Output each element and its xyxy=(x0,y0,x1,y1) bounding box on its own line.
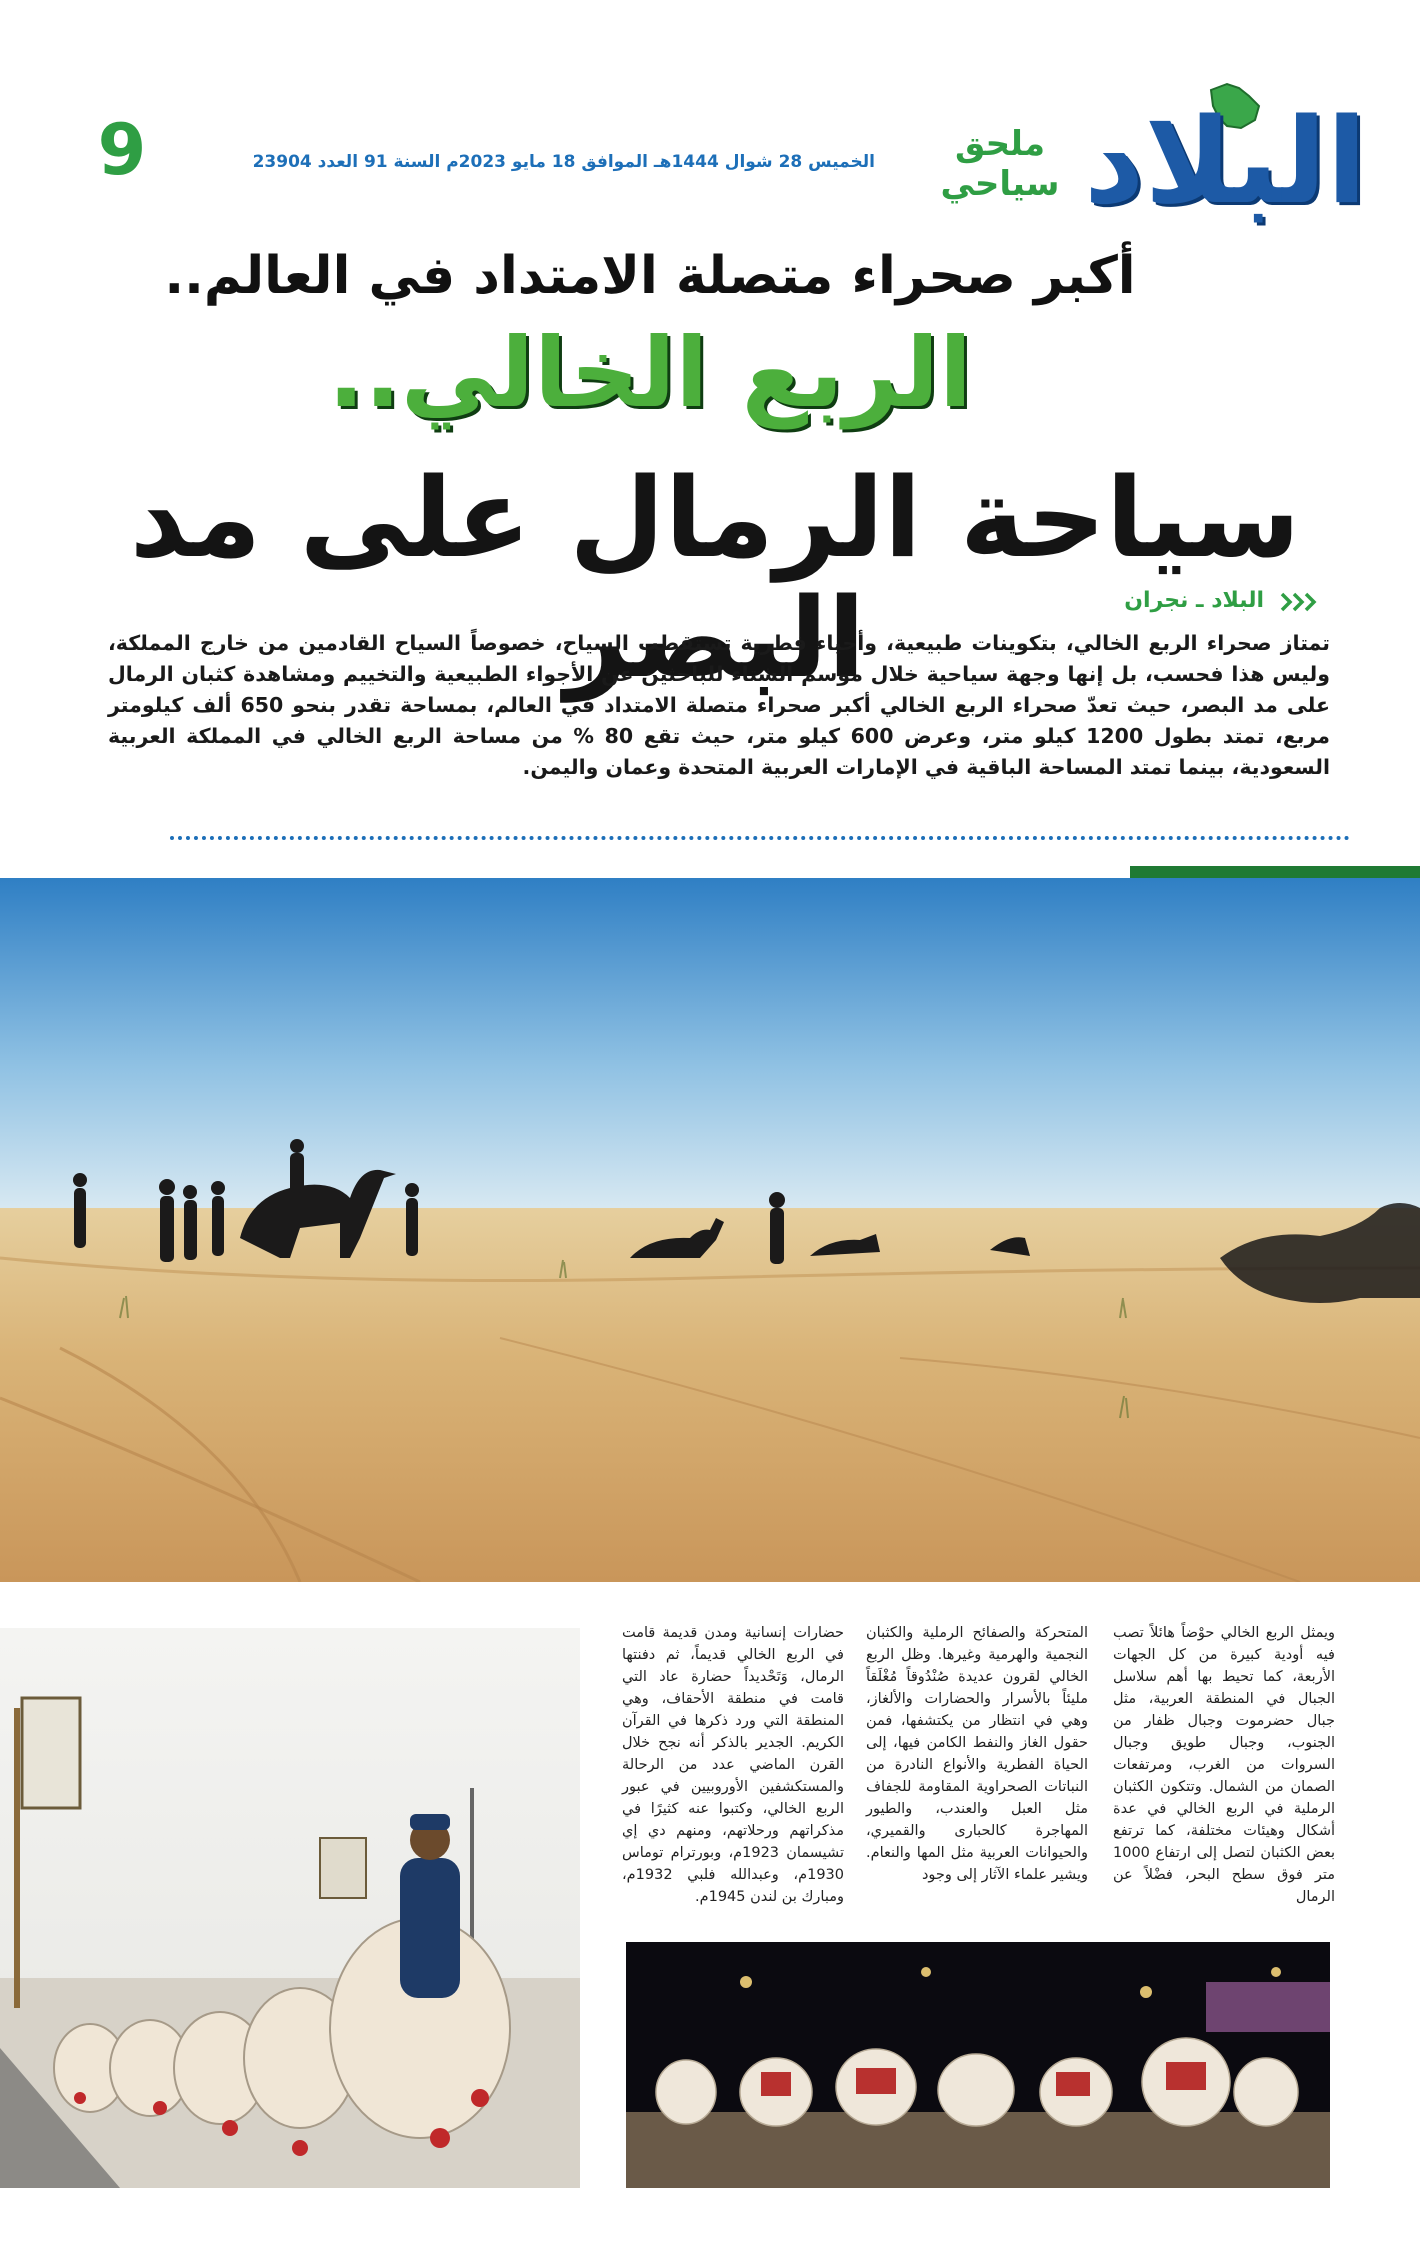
dateline: الخميس 28 شوال 1444هـ الموافق 18 مايو 2023م السنة 91 العدد 23904 xyxy=(252,152,875,172)
desert-camels-photo xyxy=(0,878,1420,1582)
article-column-1: ويمثل الربع الخالي حوْضاً هائلاً تصب فيه أودية كبيرة من كل الجهات الأربعة، كما تحيط بها أهم سلاسل الجبال في المنطقة العربية، مثل جبال حضرموت وجبال ظفار من الجنوب، وجبال طويق وجبال السروات من الغرب، ومرتفعات الصمان من الشمال. وتتكون الكثبان الرملية في الربع الخالي في عدة أشكال وهيئات مختلفة، كما ترتفع بعض الكثبان لتصل إلى ارتفاع 1000 متر فوق سطح البحر، فضْلاً عن الرمال xyxy=(1113,1625,1335,1905)
night-camel-festival-photo xyxy=(626,1942,1330,2188)
logo-text: البلاد xyxy=(1083,92,1367,230)
kicker-headline: أكبر صحراء متصلة الامتداد في العالم.. xyxy=(164,246,1136,306)
page-number: 9 xyxy=(97,109,147,191)
main-headline-black: سياحة الرمال على مد البصر xyxy=(129,454,1301,702)
green-accent-bar xyxy=(1130,866,1420,878)
newspaper-logo xyxy=(1083,86,1367,236)
main-headline-green: الربع الخالي.. xyxy=(327,317,972,429)
supplement-label: ملحق سياحي xyxy=(940,124,1060,204)
chevron-arrows-icon xyxy=(1278,592,1320,612)
byline xyxy=(960,588,1320,618)
byline-text: البلاد ـ نجران xyxy=(1124,588,1264,613)
article-column-3: حضارات إنسانية ومدن قديمة قامت في الربع الخالي قديماً، ثم دفنتها الرمال، وَتَحْديداً حضارة عاد التي قامت في منطقة الأحقاف، وهي المنطقة التي ورد ذكرها في القرآن الكريم. الجدير بالذكر أنه نجح خلال القرن الماضي عدد من الرحالة والمستكشفين الأوروبيين في عبور الربع الخالي، وكتبوا عنه كثيرًا في مذكراتهم ورحلاتهم، ومنهم دي إي تشيسمان 1923م، وبورترام توماس 1930م، وعبدالله فلبي 1932م، ومبارك بن لندن 1945م. xyxy=(622,1625,844,1905)
dotted-divider xyxy=(170,836,1350,840)
article-column-2: المتحركة والصفائح الرملية والكثبان النجمية والهرمية وغيرها. وظل الربع الخالي لقرون عديدة صُنْدُوقاً مُغْلَقاً مليئاً بالأسرار والحضارات والألغاز، وهي في انتظار من يكتشفها، فمن حقول الغاز والنفط الكامن فيها، إلى الحياة الفطرية والأنواع النادرة من النباتات الصحراوية المقاومة للجفاف مثل العبل والعندب، والطيور المهاجرة كالحبارى والقميري، والحيوانات العربية مثل المها والنعام. ويشير علماء الآثار إلى وجود xyxy=(866,1625,1088,1883)
camel-caravan-rider-photo xyxy=(0,1628,580,2188)
intro-paragraph: تمتاز صحراء الربع الخالي، بتكوينات طبيعية، وأحياء فطرية تستقطب السياح، خصوصاً السياح القادمين من خارج المملكة، وليس هذا فحسب، بل إنها وجهة سياحية خلال موسم الشتاء للباحثين عن الأجواء الطبيعية والتخييم ومشاهدة كثبان الرمال على مد البصر، حيث تعدّ صحراء الربع الخالي أكبر صحراء متصلة الامتداد في العالم، بمساحة تقدر بنحو 650 ألف كيلومتر مربع، تمتد بطول 1200 كيلو متر، وعرض 600 كيلو متر، حيث تقع 80 % من مساحة الربع الخالي في المملكة العربية السعودية، بينما تمتد المساحة الباقية في الإمارات العربية المتحدة وعمان واليمن. xyxy=(108,631,1330,779)
